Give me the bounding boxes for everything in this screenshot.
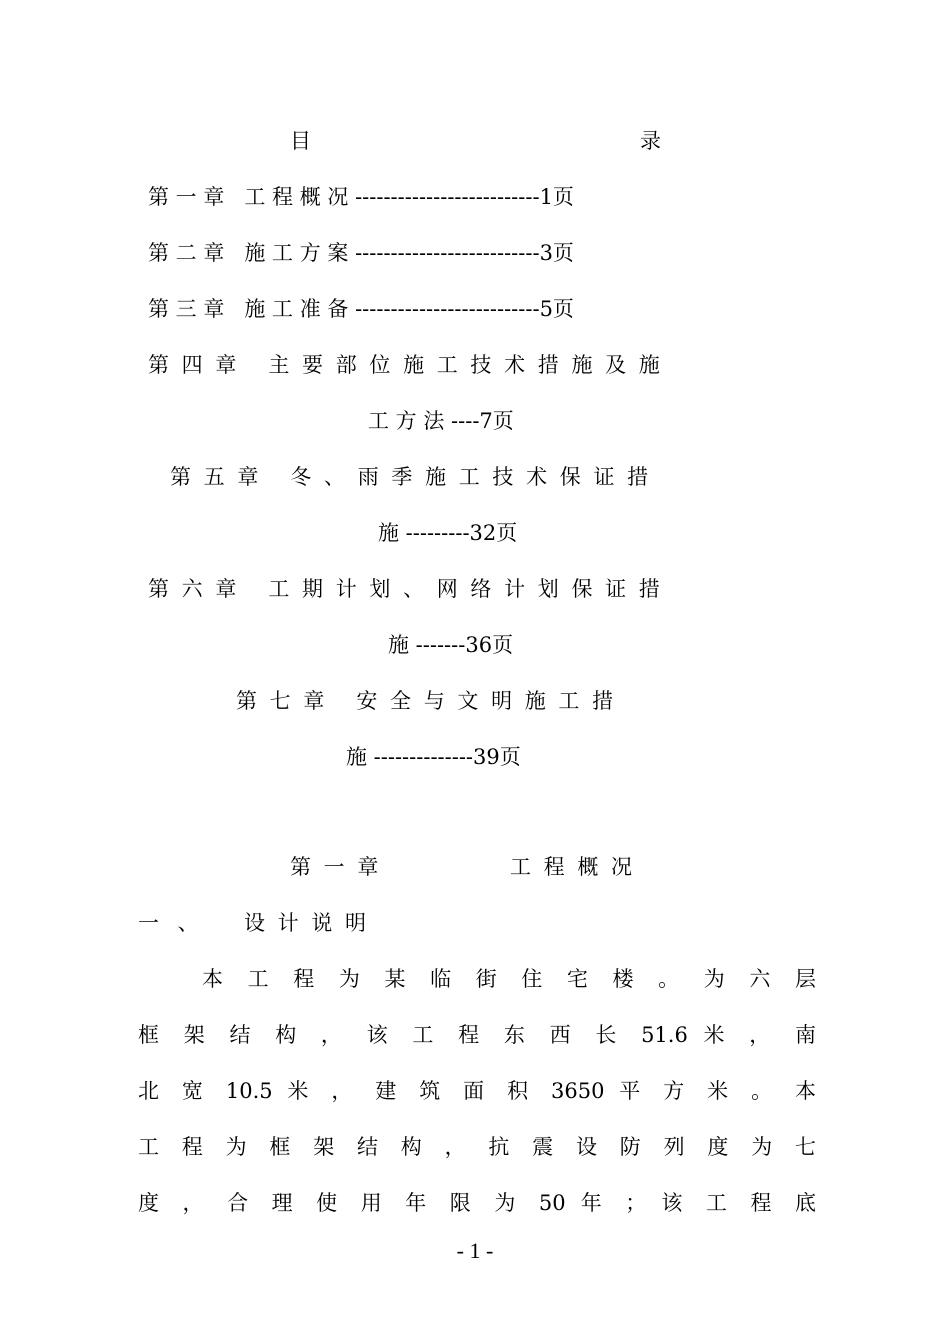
section-title: 设 计 说 明 [244, 911, 370, 935]
body-line-3: 北 宽 10.5 米 ， 建 筑 面 积 3650 平 方 米 。 本 [138, 1079, 816, 1103]
toc-entry-5-cont: 施 ---------32页 [378, 521, 518, 545]
toc-entry-4: 第 四 章 主 要 部 位 施 工 技 术 措 施 及 施 [148, 353, 663, 377]
toc-title-left: 目 [290, 129, 311, 153]
toc-entry-7-cont: 施 --------------39页 [346, 745, 521, 769]
chapter-heading-title: 工 程 概 况 [510, 855, 636, 879]
chapter-heading-number: 第 一 章 [290, 855, 382, 879]
toc-entry-7: 第 七 章 安 全 与 文 明 施 工 措 [236, 689, 617, 713]
body-line-1: 本 工 程 为 某 临 街 住 宅 楼 。 为 六 层 [202, 967, 816, 991]
body-line-5: 度 ， 合 理 使 用 年 限 为 50 年 ； 该 工 程 底 [138, 1191, 816, 1215]
body-line-2: 框 架 结 构 ， 该 工 程 东 西 长 51.6 米 ， 南 [138, 1023, 816, 1047]
section-number: 一 、 [138, 911, 205, 935]
body-line-4: 工 程 为 框 架 结 构 ， 抗 震 设 防 列 度 为 七 [138, 1135, 816, 1159]
toc-entry-1: 第 一 章 工 程 概 况 --------------------------1页 [148, 185, 574, 209]
toc-entry-6-cont: 施 -------36页 [388, 633, 514, 657]
toc-title-right: 录 [640, 129, 661, 153]
toc-entry-5: 第 五 章 冬 、 雨 季 施 工 技 术 保 证 措 [170, 465, 652, 489]
toc-entry-3: 第 三 章 施 工 准 备 --------------------------5页 [148, 297, 574, 321]
toc-entry-6: 第 六 章 工 期 计 划 、 网 络 计 划 保 证 措 [148, 577, 663, 601]
page-number: - 1 - [456, 1238, 494, 1263]
toc-entry-4-cont: 工 方 法 ----7页 [368, 409, 514, 433]
toc-entry-2: 第 二 章 施 工 方 案 --------------------------3页 [148, 241, 574, 265]
